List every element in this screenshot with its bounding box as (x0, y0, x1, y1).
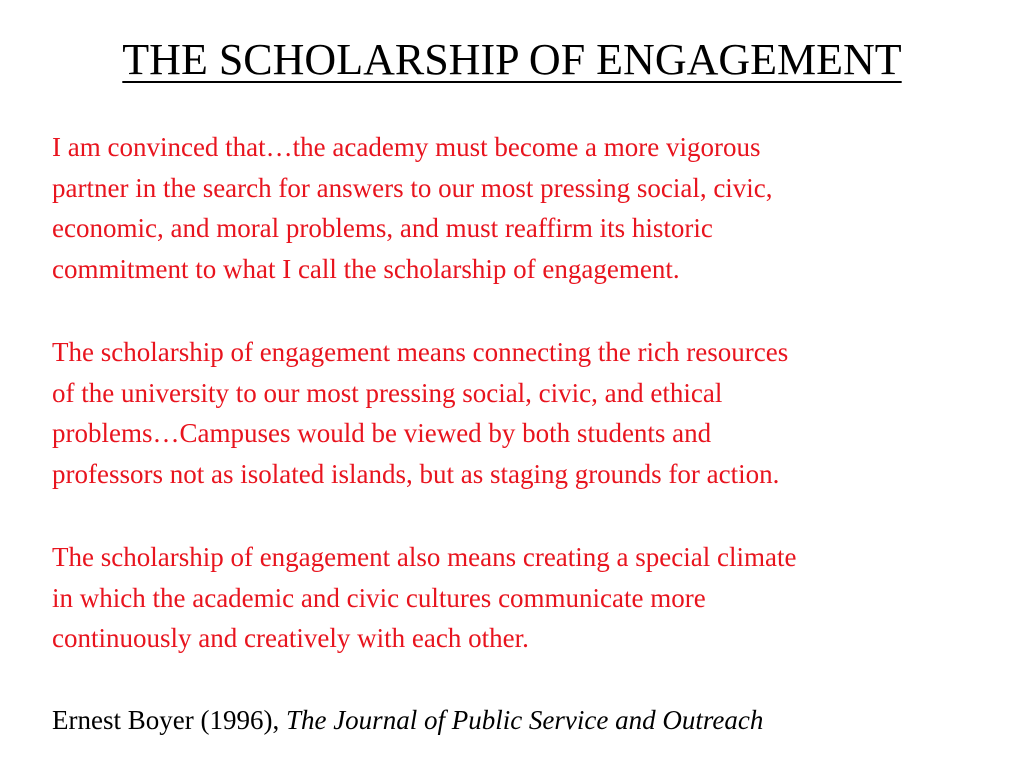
quote-paragraph-3: The scholarship of engagement also means creating a special climate in which the academic and civic cultures communicate more continuously and creatively with each other. (52, 542, 797, 653)
citation (52, 700, 1012, 740)
slide-title (0, 32, 1024, 88)
quote-paragraph-1: I am convinced that…the academy must become a more vigorous partner in the search for answers to our most pressing social, civic, economic, and moral problems, and must reaffirm its historic commitment to what I call the scholarship of engagement. (52, 132, 773, 284)
citation-author: Ernest Boyer (1996), (52, 705, 286, 735)
quote-paragraph-2: The scholarship of engagement means connecting the rich resources of the university to our most pressing social, civic, and ethical problems…Campuses would be viewed by both students and professors not as isolated islands, but as staging grounds for action. (52, 337, 789, 489)
citation-source: The Journal of Public Service and Outreach (285, 705, 764, 735)
slide-title-text: THE SCHOLARSHIP OF ENGAGEMENT (122, 35, 902, 84)
